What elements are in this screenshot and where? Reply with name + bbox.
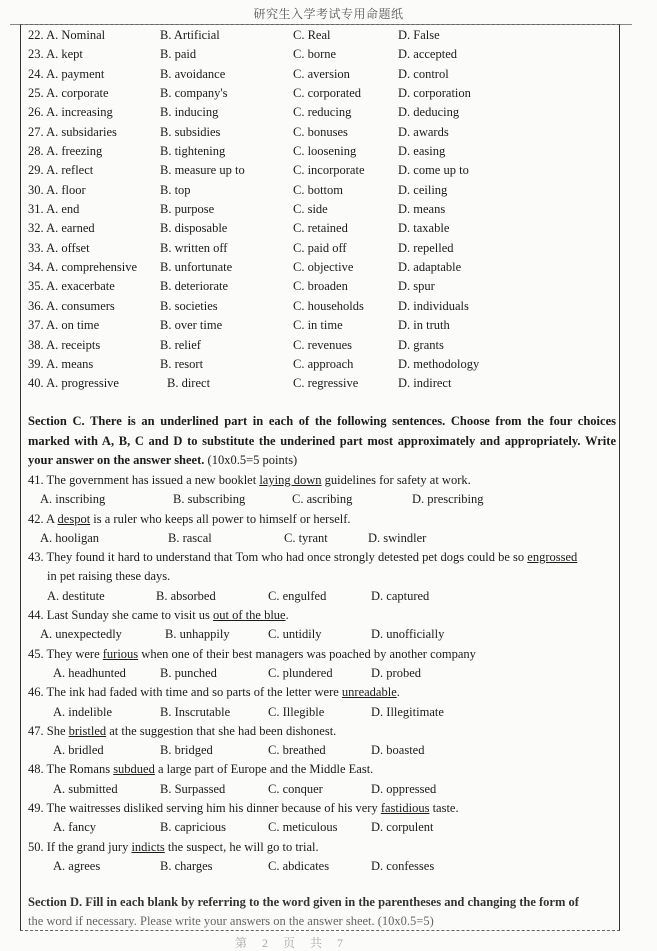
section-b-options bbox=[28, 26, 618, 394]
option-c: C. households bbox=[293, 298, 364, 313]
option-b: B. punched bbox=[160, 665, 217, 680]
question-43: 43. They found it hard to understand that Tom who had once strongly detested pet dogs could be so engrossed in pet raising these days. bbox=[28, 548, 618, 587]
option-row-30 bbox=[28, 181, 618, 200]
option-a: A. agrees bbox=[53, 858, 101, 873]
question-49: 49. The waitresses disliked serving him his dinner because of his very fastidious taste. bbox=[28, 801, 459, 816]
question-47-options bbox=[28, 741, 618, 760]
option-d: D. confesses bbox=[371, 858, 435, 873]
option-d: D. repelled bbox=[398, 240, 454, 255]
option-row-25 bbox=[28, 84, 618, 103]
option-b: B. company's bbox=[160, 86, 228, 101]
option-d: D. corporation bbox=[398, 86, 471, 101]
option-b: B. disposable bbox=[160, 221, 228, 236]
option-a: 32. A. earned bbox=[28, 221, 95, 236]
section-d-instructions bbox=[28, 893, 616, 931]
option-d: D. boasted bbox=[371, 743, 425, 758]
option-d: D. come up to bbox=[398, 163, 469, 178]
option-d: D. swindler bbox=[368, 530, 427, 545]
option-c: C. Real bbox=[293, 28, 331, 42]
question-50-options bbox=[28, 857, 618, 876]
option-d: D. corpulent bbox=[371, 820, 434, 835]
option-a: 39. A. means bbox=[28, 356, 94, 371]
section-c-questions bbox=[28, 471, 618, 876]
option-a: 23. A. kept bbox=[28, 47, 83, 62]
option-b: B. absorbed bbox=[156, 588, 216, 603]
underlined-phrase: laying down bbox=[259, 473, 322, 487]
question-45: 45. They were furious when one of their best managers was poached by another company bbox=[28, 646, 476, 661]
section-c-points: (10x0.5=5 points) bbox=[207, 453, 298, 467]
option-c: C. in time bbox=[293, 318, 343, 333]
option-b: B. relief bbox=[160, 337, 201, 352]
option-b: B. paid bbox=[160, 47, 197, 62]
option-d: D. individuals bbox=[398, 298, 469, 313]
option-a: 35. A. exacerbate bbox=[28, 279, 115, 294]
option-d: D. False bbox=[398, 28, 440, 42]
option-row-36 bbox=[28, 297, 618, 316]
option-b: B. unhappily bbox=[165, 627, 230, 642]
option-d: D. awards bbox=[398, 124, 449, 139]
option-b: B. Inscrutable bbox=[160, 704, 231, 719]
option-a: 37. A. on time bbox=[28, 318, 100, 333]
option-c: C. bonuses bbox=[293, 124, 348, 139]
option-c: C. revenues bbox=[293, 337, 353, 352]
option-b: B. resort bbox=[160, 356, 204, 371]
question-46-options bbox=[28, 703, 618, 722]
underlined-phrase: engrossed bbox=[527, 550, 578, 565]
option-b: B. direct bbox=[167, 376, 211, 391]
option-d: D. taxable bbox=[398, 221, 450, 236]
question-50: 50. If the grand jury indicts the suspect, he will go to trial. bbox=[28, 839, 319, 854]
option-a: 38. A. receipts bbox=[28, 337, 101, 352]
option-d: D. indirect bbox=[398, 376, 452, 391]
option-a: 29. A. reflect bbox=[28, 163, 94, 178]
option-a: A. bridled bbox=[53, 743, 104, 758]
option-d: D. unofficially bbox=[371, 627, 445, 642]
option-d: D. grants bbox=[398, 337, 444, 352]
option-c: C. corporated bbox=[293, 86, 362, 101]
option-c: C. aversion bbox=[293, 66, 350, 81]
option-row-24 bbox=[28, 65, 618, 84]
option-b: B. tightening bbox=[160, 144, 226, 159]
option-b: B. purpose bbox=[160, 202, 215, 217]
option-c: C. conquer bbox=[268, 781, 323, 796]
option-c: C. tyrant bbox=[284, 530, 328, 545]
option-d: D. spur bbox=[398, 279, 435, 294]
page-number-note: 第 2 页 共 7 bbox=[235, 936, 350, 950]
option-a: 22. A. Nominal bbox=[28, 28, 106, 42]
option-d: D. probed bbox=[371, 665, 421, 680]
option-b: B. inducing bbox=[160, 105, 219, 120]
option-a: A. headhunted bbox=[53, 665, 126, 680]
option-d: D. adaptable bbox=[398, 260, 462, 275]
option-c: C. side bbox=[293, 202, 328, 217]
question-48-options bbox=[28, 780, 618, 799]
section-d-instructions-rest: the word if necessary. Please write your answers on the answer sheet. (10x0.5=5) bbox=[28, 914, 434, 928]
option-row-32 bbox=[28, 219, 618, 238]
option-b: B. unfortunate bbox=[160, 260, 233, 275]
underlined-phrase: despot bbox=[57, 511, 91, 526]
question-42: 42. A despot is a ruler who keeps all power to himself or herself. bbox=[28, 511, 351, 526]
option-b: B. societies bbox=[160, 298, 218, 313]
section-c-heading: Section C. There is an underlined part in each of the following sentences. Choose from the four choices marked with A, B, C and D to substitute the underined part most approximately and appropriately. Write your answer on the answer sheet. bbox=[28, 414, 616, 467]
option-row-31 bbox=[28, 200, 618, 219]
option-row-27 bbox=[28, 123, 618, 142]
option-c: C. approach bbox=[293, 356, 354, 371]
option-row-40 bbox=[28, 374, 618, 393]
option-row-28 bbox=[28, 142, 618, 161]
option-row-37 bbox=[28, 316, 618, 335]
underlined-phrase: bristled bbox=[68, 723, 107, 738]
option-a: A. unexpectedly bbox=[40, 627, 122, 642]
question-42-options bbox=[28, 529, 618, 548]
option-row-22 bbox=[28, 26, 618, 45]
option-b: B. capricious bbox=[160, 820, 226, 835]
option-d: D. control bbox=[398, 66, 449, 81]
option-b: B. top bbox=[160, 182, 191, 197]
option-a: A. hooligan bbox=[40, 530, 100, 545]
question-46: 46. The ink had faded with time and so parts of the letter were unreadable. bbox=[28, 685, 400, 700]
option-a: 33. A. offset bbox=[28, 240, 90, 255]
option-a: 30. A. floor bbox=[28, 182, 86, 197]
option-c: C. breathed bbox=[268, 743, 326, 758]
option-a: A. fancy bbox=[53, 820, 97, 835]
option-a: 25. A. corporate bbox=[28, 86, 109, 101]
option-a: A. destitute bbox=[47, 588, 105, 603]
option-row-33 bbox=[28, 239, 618, 258]
option-b: B. over time bbox=[160, 318, 223, 333]
underlined-phrase: subdued bbox=[113, 762, 155, 777]
underlined-phrase: unreadable bbox=[341, 685, 397, 700]
option-a: 24. A. payment bbox=[28, 66, 105, 81]
option-row-38 bbox=[28, 336, 618, 355]
question-45-options bbox=[28, 664, 618, 683]
option-d: D. captured bbox=[371, 588, 430, 603]
option-c: C. ascribing bbox=[292, 492, 353, 507]
option-b: B. measure up to bbox=[160, 163, 245, 178]
option-d: D. easing bbox=[398, 144, 446, 159]
option-row-39 bbox=[28, 355, 618, 374]
option-c: C. incorporate bbox=[293, 163, 365, 178]
option-c: C. borne bbox=[293, 47, 337, 62]
option-d: D. prescribing bbox=[412, 492, 484, 507]
question-41-options bbox=[28, 490, 618, 509]
option-c: C. bottom bbox=[293, 182, 344, 197]
option-c: C. objective bbox=[293, 260, 354, 275]
underlined-phrase: fastidious bbox=[380, 801, 430, 816]
option-b: B. deteriorate bbox=[160, 279, 229, 294]
option-b: B. avoidance bbox=[160, 66, 226, 81]
underlined-phrase: indicts bbox=[131, 839, 165, 854]
option-row-23 bbox=[28, 45, 618, 64]
option-a: 28. A. freezing bbox=[28, 144, 103, 159]
option-c: C. abdicates bbox=[268, 858, 330, 873]
option-c: C. regressive bbox=[293, 376, 359, 391]
question-41: 41. The government has issued a new booklet laying down guidelines for safety at work. bbox=[28, 473, 471, 487]
option-a: A. inscribing bbox=[40, 492, 106, 507]
option-c: C. untidily bbox=[268, 627, 322, 642]
option-b: B. rascal bbox=[168, 530, 212, 545]
option-row-26 bbox=[28, 103, 618, 122]
option-d: D. methodology bbox=[398, 356, 480, 371]
option-b: B. Artificial bbox=[160, 28, 220, 42]
option-d: D. accepted bbox=[398, 47, 457, 62]
question-43-continuation: in pet raising these days. bbox=[47, 569, 171, 584]
underlined-phrase: furious bbox=[102, 646, 139, 661]
option-a: 34. A. comprehensive bbox=[28, 260, 138, 275]
exam-paper-header: 研究生入学考试专用命题纸 bbox=[253, 7, 404, 21]
option-a: 26. A. increasing bbox=[28, 105, 113, 120]
option-d: D. means bbox=[398, 202, 446, 217]
underlined-phrase: out of the blue bbox=[213, 608, 286, 623]
option-a: 27. A. subsidaries bbox=[28, 124, 117, 139]
option-row-29 bbox=[28, 161, 618, 180]
option-a: 31. A. end bbox=[28, 202, 80, 217]
option-b: B. charges bbox=[160, 858, 213, 873]
option-a: A. indelible bbox=[53, 704, 113, 719]
option-d: D. in truth bbox=[398, 318, 450, 333]
option-b: B. written off bbox=[160, 240, 228, 255]
option-d: D. ceiling bbox=[398, 182, 448, 197]
option-b: B. Surpassed bbox=[160, 781, 226, 796]
option-c: C. loosening bbox=[293, 144, 357, 159]
option-row-35 bbox=[28, 277, 618, 296]
option-c: C. broaden bbox=[293, 279, 348, 294]
section-c-instructions bbox=[28, 412, 616, 471]
question-47: 47. She bristled at the suggestion that she had been dishonest. bbox=[28, 723, 337, 738]
question-44-options bbox=[28, 625, 618, 644]
option-b: B. bridged bbox=[160, 743, 213, 758]
option-a: 36. A. consumers bbox=[28, 298, 115, 313]
option-b: B. subsidies bbox=[160, 124, 221, 139]
option-a: 40. A. progressive bbox=[28, 376, 119, 391]
section-d-heading: Section D. Fill in each blank by referring to the word given in the parentheses and changing the form of bbox=[28, 895, 579, 909]
option-c: C. retained bbox=[293, 221, 348, 236]
question-43-options bbox=[28, 587, 618, 606]
option-c: C. plundered bbox=[268, 665, 333, 680]
option-c: C. meticulous bbox=[268, 820, 338, 835]
option-row-34 bbox=[28, 258, 618, 277]
option-d: D. oppressed bbox=[371, 781, 437, 796]
option-c: C. Illegible bbox=[268, 704, 325, 719]
option-c: C. paid off bbox=[293, 240, 347, 255]
option-c: C. reducing bbox=[293, 105, 352, 120]
option-b: B. subscribing bbox=[173, 492, 246, 507]
question-49-options bbox=[28, 818, 618, 837]
option-c: C. engulfed bbox=[268, 588, 327, 603]
option-d: D. deducing bbox=[398, 105, 460, 120]
question-48: 48. The Romans subdued a large part of Europe and the Middle East. bbox=[28, 762, 374, 777]
option-a: A. submitted bbox=[53, 781, 118, 796]
option-d: D. Illegitimate bbox=[371, 704, 444, 719]
question-44: 44. Last Sunday she came to visit us out of the blue. bbox=[28, 608, 289, 623]
